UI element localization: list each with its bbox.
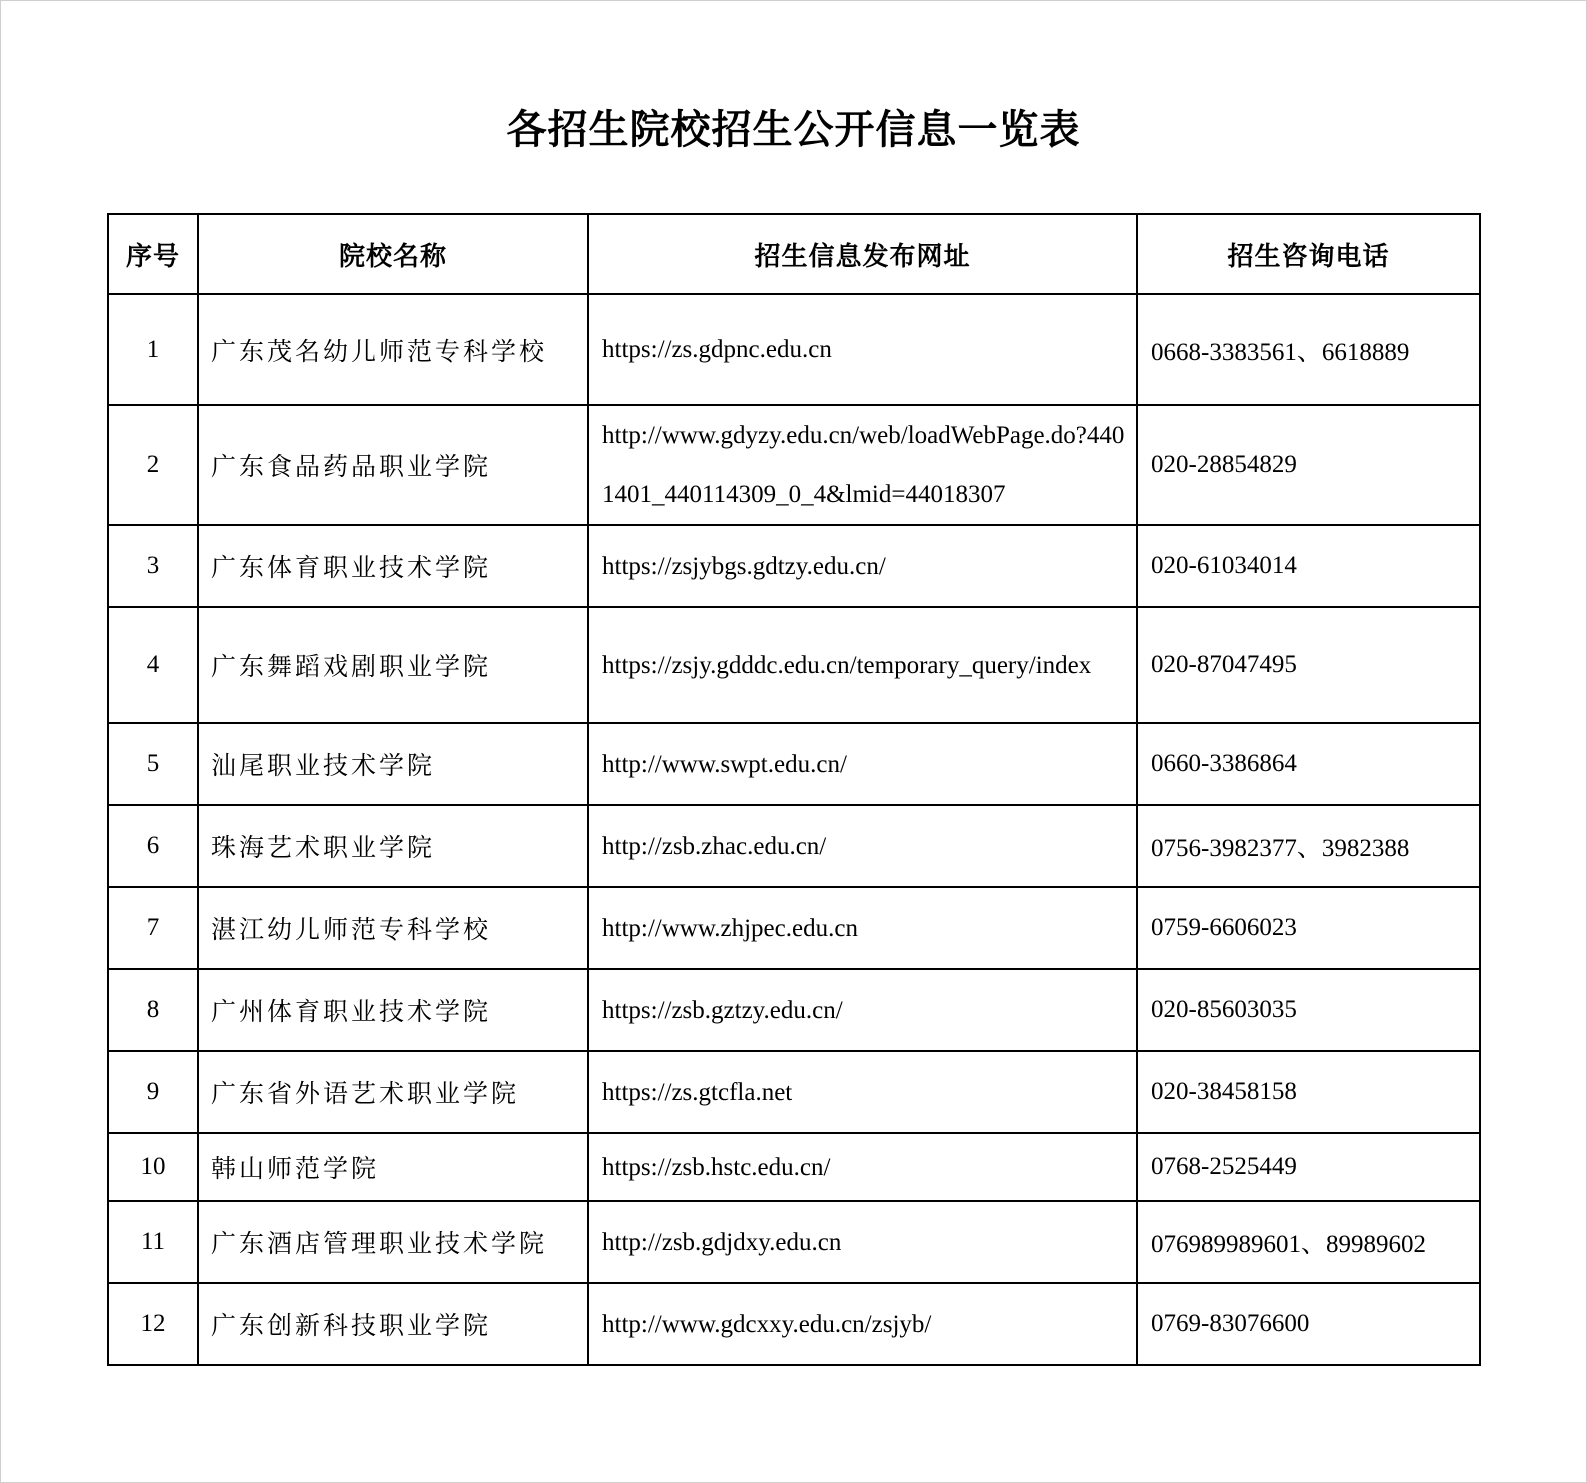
header-no: 序号 — [108, 214, 198, 294]
contact-phone: 0668-3383561、6618889 — [1137, 294, 1480, 405]
table-row — [108, 969, 1480, 1051]
table-row — [108, 887, 1480, 969]
admission-url[interactable]: http://zsb.zhac.edu.cn/ — [588, 805, 1137, 887]
contact-phone: 020-87047495 — [1137, 607, 1480, 723]
contact-phone: 076989989601、89989602 — [1137, 1201, 1480, 1283]
admissions-info-table — [107, 213, 1481, 1366]
contact-phone: 0769-83076600 — [1137, 1283, 1480, 1365]
contact-phone: 0759-6606023 — [1137, 887, 1480, 969]
admission-url[interactable]: http://zsb.gdjdxy.edu.cn — [588, 1201, 1137, 1283]
table-row — [108, 1201, 1480, 1283]
contact-phone: 020-38458158 — [1137, 1051, 1480, 1133]
school-name: 广东体育职业技术学院 — [198, 525, 588, 607]
contact-phone: 020-85603035 — [1137, 969, 1480, 1051]
table-row — [108, 525, 1480, 607]
school-name: 广东省外语艺术职业学院 — [198, 1051, 588, 1133]
admission-url[interactable]: http://www.gdyzy.edu.cn/web/loadWebPage.do?4401401_440114309_0_4&lmid=44018307 — [588, 405, 1137, 525]
school-name: 韩山师范学院 — [198, 1133, 588, 1201]
school-name: 汕尾职业技术学院 — [198, 723, 588, 805]
contact-phone: 020-61034014 — [1137, 525, 1480, 607]
contact-phone: 0660-3386864 — [1137, 723, 1480, 805]
contact-phone: 020-28854829 — [1137, 405, 1480, 525]
admission-url[interactable]: http://www.swpt.edu.cn/ — [588, 723, 1137, 805]
header-phone: 招生咨询电话 — [1137, 214, 1480, 294]
header-name: 院校名称 — [198, 214, 588, 294]
admission-url[interactable]: http://www.gdcxxy.edu.cn/zsjyb/ — [588, 1283, 1137, 1365]
table-row — [108, 294, 1480, 405]
school-name: 湛江幼儿师范专科学校 — [198, 887, 588, 969]
admission-url[interactable]: https://zs.gdpnc.edu.cn — [588, 294, 1137, 405]
school-name: 广东创新科技职业学院 — [198, 1283, 588, 1365]
row-no: 1 — [108, 294, 198, 405]
table-row — [108, 405, 1480, 525]
row-no: 2 — [108, 405, 198, 525]
row-no: 11 — [108, 1201, 198, 1283]
table-header-row — [108, 214, 1480, 294]
table-row — [108, 607, 1480, 723]
header-url: 招生信息发布网址 — [588, 214, 1137, 294]
school-name: 广州体育职业技术学院 — [198, 969, 588, 1051]
table-row — [108, 1051, 1480, 1133]
table-row — [108, 1133, 1480, 1201]
row-no: 9 — [108, 1051, 198, 1133]
row-no: 12 — [108, 1283, 198, 1365]
admission-url[interactable]: https://zs.gtcfla.net — [588, 1051, 1137, 1133]
table-row — [108, 1283, 1480, 1365]
row-no: 7 — [108, 887, 198, 969]
school-name: 广东食品药品职业学院 — [198, 405, 588, 525]
school-name: 珠海艺术职业学院 — [198, 805, 588, 887]
school-name: 广东茂名幼儿师范专科学校 — [198, 294, 588, 405]
row-no: 8 — [108, 969, 198, 1051]
school-name: 广东舞蹈戏剧职业学院 — [198, 607, 588, 723]
page-title: 各招生院校招生公开信息一览表 — [506, 106, 1081, 153]
row-no: 5 — [108, 723, 198, 805]
school-name: 广东酒店管理职业技术学院 — [198, 1201, 588, 1283]
contact-phone: 0768-2525449 — [1137, 1133, 1480, 1201]
admission-url[interactable]: https://zsb.gztzy.edu.cn/ — [588, 969, 1137, 1051]
table-row — [108, 723, 1480, 805]
admission-url[interactable]: https://zsb.hstc.edu.cn/ — [588, 1133, 1137, 1201]
admission-url[interactable]: http://www.zhjpec.edu.cn — [588, 887, 1137, 969]
row-no: 4 — [108, 607, 198, 723]
table-row — [108, 805, 1480, 887]
admission-url[interactable]: https://zsjybgs.gdtzy.edu.cn/ — [588, 525, 1137, 607]
admission-url[interactable]: https://zsjy.gdddc.edu.cn/temporary_query/index — [588, 607, 1137, 723]
row-no: 3 — [108, 525, 198, 607]
contact-phone: 0756-3982377、3982388 — [1137, 805, 1480, 887]
row-no: 10 — [108, 1133, 198, 1201]
row-no: 6 — [108, 805, 198, 887]
